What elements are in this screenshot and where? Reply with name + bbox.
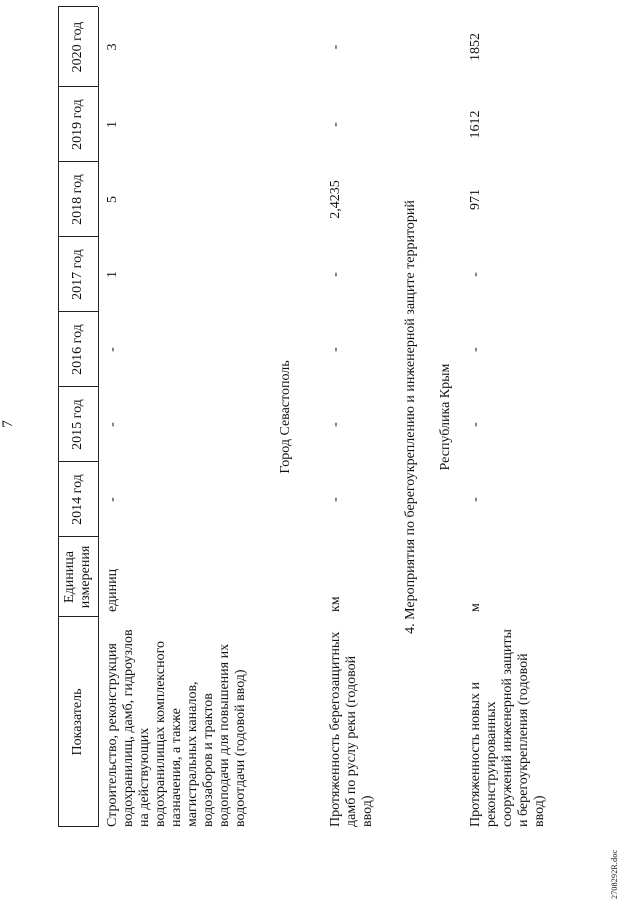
row-value: - — [328, 497, 343, 502]
header-year: 2018 год — [70, 174, 85, 225]
header-year: 2017 год — [70, 249, 85, 300]
row-value: 3 — [105, 43, 120, 51]
row-value: 971 — [468, 189, 483, 210]
region-title: Республика Крым — [438, 363, 453, 471]
row-value: - — [105, 497, 120, 502]
row-unit: единиц — [105, 568, 120, 612]
footer-code: 2708292R.doc — [610, 849, 619, 899]
header-indicator: Показатель — [70, 688, 85, 756]
row-indicator: Протяженность берегозащитных дамб по руслу реки (годовой ввод) — [328, 631, 375, 827]
row-value: 1852 — [468, 33, 483, 61]
row-value: - — [328, 122, 343, 127]
row-value: - — [468, 497, 483, 502]
header-year: 2020 год — [70, 21, 85, 73]
row-value: - — [468, 272, 483, 277]
row-value: - — [105, 347, 120, 352]
header-year: 2019 год — [70, 99, 85, 150]
row-indicator: Строительство, реконструкция водохранилищ, дамб, гидроузлов на действующих водохранилищах комплексного назначения, а также магистральных каналов, водозаборов и трактов водоподачи для повышения их водоотдачи (годовой ввод) — [105, 629, 248, 827]
row-value: - — [328, 347, 343, 352]
page-number: 7 — [0, 420, 16, 428]
header-year: 2014 год — [70, 474, 85, 525]
header-year: 2015 год — [70, 399, 85, 450]
row-value: 5 — [105, 196, 120, 203]
row-value: - — [328, 272, 343, 277]
row-unit: м — [468, 603, 483, 612]
row-value: 1 — [105, 271, 120, 278]
row-unit: км — [328, 596, 343, 612]
header-year: 2016 год — [70, 324, 85, 375]
row-value: - — [468, 347, 483, 352]
row-value: - — [328, 422, 343, 427]
row-value: 2,4235 — [328, 180, 343, 219]
section-heading: 4. Мероприятия по берегоукреплению и инженерной защите территорий — [403, 200, 418, 634]
row-value: - — [105, 422, 120, 427]
row-indicator: Протяженность новых и реконструированных сооружений инженерной защиты и берегоукрепления (годовой ввод) — [468, 629, 547, 827]
row-value: - — [328, 44, 343, 50]
row-value: 1612 — [468, 110, 483, 139]
row-value: - — [468, 422, 483, 427]
row-value: 1 — [105, 121, 120, 128]
header-unit: Единица измерения — [62, 545, 93, 609]
region-title: Город Севастополь — [278, 360, 293, 474]
